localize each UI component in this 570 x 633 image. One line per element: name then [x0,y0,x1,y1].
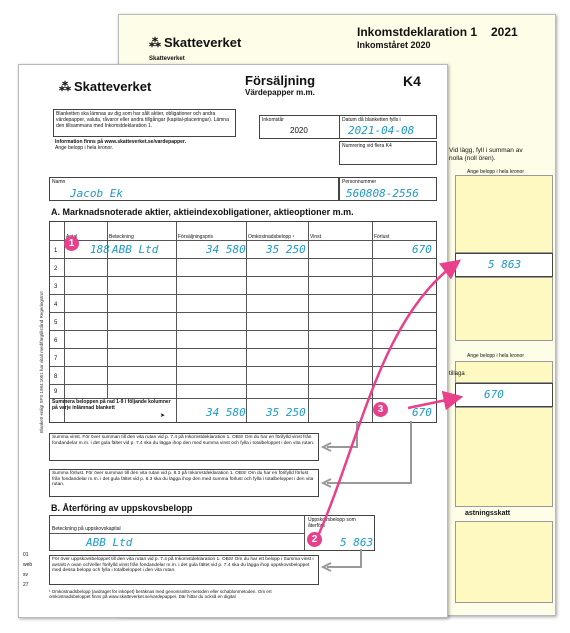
row1-antal: 188 [90,243,110,256]
row-number: 4 [54,302,58,308]
summa-vinst-note: Summa vinst. För över summan till den vita rutan vid p. 7.4 på Inkomstdeklaration 1. OBS! Om du har en förifylld vinst från fondandelar m.m. i det gula fältet vid p. 7.4 ska du lägga ihop den med summa vinst och fylla i totalbeloppet i den vita rutan. [49,433,319,461]
skatteverket-logo-icon: ⁂ [59,79,71,94]
row1-beteckning: ABB Ltd [112,243,159,256]
back-logo-text: Skatteverket [164,35,242,50]
arrow-2-to-5863 [318,264,455,536]
income-year-value: 2020 [290,126,308,135]
date-label: Datum då blanketten fylls i [342,117,401,123]
col-header-beteckning: Beteckning [109,234,134,240]
col-header-forlust: Förlust [374,234,390,240]
side-code: 01 [23,552,29,558]
back-year: 2021 [491,25,518,39]
sum-label: Summera beloppen på rad 1-9 i följande kolumner på varje inlämnad blankett [52,399,171,411]
front-subtitle: Värdepapper m.m. [245,88,315,97]
sum-pris: 34 580 [206,406,246,419]
pnr-value: 560808-2556 [346,187,419,200]
back-subtitle: Inkomståret 2020 [357,40,431,50]
b-amount-label: Uppskovsbelopp som återförs [308,517,356,529]
back-right-note: Vid lägg, fyll i summan av nolla (noll ören). [449,147,523,162]
back-title: Inkomstdeklaration 1 [357,25,478,39]
row-number: 1 [54,248,58,254]
b-beteckning: ABB Ltd [86,536,133,549]
footnote: ¹ Omkostnadsbelopp (avdraget för inköpet) beräknas med genomsnitts-metoden eller schablonmetoden. Om ert omkostnadsbeloppet finns på www.skatteverket.se/vardepapper. Där hittar du också en digital [49,589,272,600]
sum-omkost: 35 250 [266,406,306,419]
intro-text: Blanketten ska lämnas av dig som har sålt aktier, obligationer och andra värdepapper, valuta, råvaror eller andra tillgångar (kapital-placeringar). Lämna den tillsammans med Inkomstdeklaration 1. [56,111,229,129]
section-b-title: B. Återföring av uppskovsbelopp [51,503,193,513]
side-code: 27 [23,582,29,588]
name-label: Namn [52,179,66,185]
row-number: 8 [54,374,58,380]
row-number: 9 [54,389,58,395]
side-vertical-text: Blankett enligt SFS 1984:1051 har vitalt med/färgtillstånd Regeringstrot [39,291,44,433]
annotation-badge-3: 3 [373,402,388,417]
annotation-badge-2: 2 [307,532,322,547]
col-header-omkost: Omkostnadsbelopp ¹ [248,234,295,240]
front-title: Försäljning [245,73,316,88]
col-header-vinst: Vinst [310,234,322,240]
form-code: K4 [403,73,421,89]
name-value: Jacob Ek [70,187,123,200]
numbering-label: Numrering vid flera K4 [342,143,392,149]
b-amount: 5 863 [340,536,374,549]
back-col-header-1: Ange belopp i hela kronor [467,169,524,175]
row1-omkost: 35 250 [266,243,306,256]
side-code: web [23,562,33,568]
sum-forlust: 670 [412,406,432,419]
row-number: 2 [54,266,58,272]
skatteverket-logo-icon: ⁂ [149,35,161,50]
back-value-1: 5 863 [488,258,522,271]
row1-pris: 34 580 [206,243,246,256]
date-value: 2021-04-08 [348,124,415,137]
summa-forlust-note: Summa förlust. För över summan till den vita rutan vid p. 8.3 på Inkomstdeklaration 1. OBS! Om du har en förifylld förlust från fondandelar m.m. i det gula fältet vid p. 8.3 ska du lägga ihop den med summa förlust och fylla i totalbeloppet i den vita rutan. [49,469,319,497]
info-link-text: Information finns på www.skatteverket.se/vardepapper. [55,139,186,145]
side-code: sv [23,572,28,578]
ange-text: Ange belopp i hela kronor. [55,145,114,151]
arrow-3-to-670 [408,398,456,408]
annotation-badge-1: 1 [64,236,79,251]
front-logo-text: Skatteverket [74,79,152,94]
back-value-2: 670 [484,388,504,401]
back-col-header-2: Ange belopp i hela kronor [467,353,524,359]
sum-arrow-icon: ➤ [160,413,166,419]
row-number: 6 [54,338,58,344]
row-number: 5 [54,320,58,326]
back-side-label: tillaga [449,371,465,377]
b-col-label: Beteckning på uppskovskapital [52,526,121,532]
row1-forlust: 670 [412,243,432,256]
back-bottom-text: astningsskatt [465,510,511,517]
pnr-label: Personnummer [342,179,377,185]
income-year-label: Inkomstår [262,117,284,123]
back-small-logo: Skatteverket [149,56,185,62]
col-header-pris: Försäljningspris [178,234,214,240]
b-note: För över uppskovsbeloppet till den vita rutan vid p. 7.4 på Inkomstdeklaration 1. OBS! Om du har ett belopp i Summa vinst i avsnitt A ovan och/eller förifylld vinst från fondandelar m.m. i det gula fältet vid p. 7.4 ska du lägga ihop uppskovsbeloppet med dessa belopp och fylla i totalbeloppet i den vita rutan. [49,555,319,585]
row-number: 7 [54,356,58,362]
row-number: 3 [54,284,58,290]
section-a-title: A. Marknadsnoterade aktier, aktieindexobligationer, aktieoptioner m.m. [51,207,354,217]
